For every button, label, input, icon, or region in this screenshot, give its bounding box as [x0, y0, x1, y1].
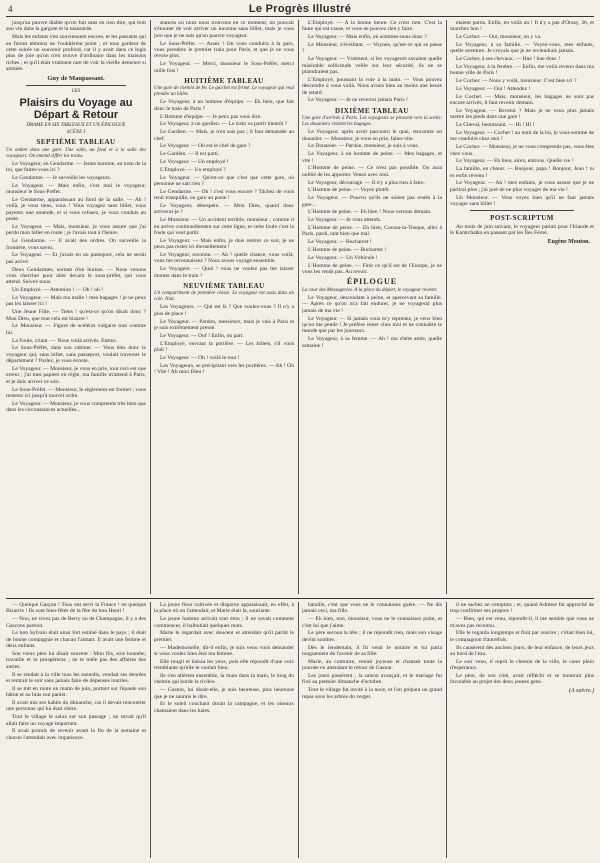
paragraph: Le Voyageur. — Oui ! Attendez ! — [456, 86, 531, 92]
paragraph: Son vieux père lui disait souvent : Mon fils, sois honnête, travaille et tu prospéreras ; ne te mêle pas des affaires des autres. — [6, 651, 146, 670]
paragraph: La famille, en chœur. — Bonjour, papa ! Bonjour, Jean ! tu es enfin revenu ! — [450, 166, 594, 179]
paragraph: Tout le village fut invité à la noce, et l'on prépara un grand repas sous les arbres du verger. — [302, 687, 442, 700]
paragraph: Il se mit en route un matin de juin, portant sur l'épaule son bâton et au bras son panier. — [6, 685, 146, 699]
column-rule — [150, 20, 151, 594]
feuilleton-section — [6, 602, 594, 858]
column-2 — [154, 20, 294, 594]
author-signature: Guy de Maupassant. — [47, 74, 105, 82]
paragraph: Le Voyageur, à la fenêtre. — Enfin, me voilà revenu dans ma bonne ville de Paris ! — [450, 64, 594, 77]
paragraph: stances où nous nous trouvons en ce moment, on pouvait s'étonner de voir arriver un inconnu sans billet, mais je vous jure que je ne suis qu'un pauvre voyageur. — [154, 20, 294, 39]
paragraph: Les Voyageurs. — Qui est là ? Que voulez-vous ? Il n'y a plus de place ! — [154, 304, 294, 317]
paragraph: Le Voyageur, découragé. — Il n'y a plus rien à faire. — [308, 179, 425, 186]
paragraph: Le père secoua la tête ; il ne répondit rien, mais son visage devint sombre. — [302, 630, 442, 643]
paragraph: Le Cocher, à ses chevaux. — Hue ! hue donc ! — [456, 56, 561, 63]
paragraph: L'Employé. — A la bonne heure. Ce n'est rien. C'est la faute qui est cause, et vous ne pouvez rien y faire. — [302, 20, 442, 33]
paragraph: Un Employé. — Attention ! — Oh ! oh ! — [12, 287, 104, 294]
paragraph: Le Voyageur. — Un employé ! — [160, 159, 229, 166]
paragraph: L'Homme d'équipe. — Je peux pas vous dire. — [160, 113, 262, 120]
paragraph: Le Voyageur, à sa famille. — Voyez-vous, mes enfants, quelle aventure. Je croyais que je ne reviendrais jamais. — [450, 42, 594, 55]
paragraph: Le Monsieur, s'éveillant. — Voyons, qu'est-ce qui se passe ? — [302, 42, 442, 55]
paragraph: Le Gendarme, apparaissant au fond de la salle. — Ah ! voilà, je vous tiens, vous ! Vous voyagez sans billet, vous payerez une amende, et si vous refusez, je vous conduis au poste. — [6, 197, 146, 223]
paragraph: Le Voyageur. — Ouf ! Enfin, on part. — [160, 332, 244, 339]
paragraph: Le père, de son côté, avait réfléchi et se montrait plus favorable au projet des deux jeunes gens. — [450, 673, 594, 686]
author-signature: Eugène Mouton. — [547, 238, 590, 245]
paragraph: Le Cocher. — Mais, monsieur, les bagages ne sont pas encore arrivés, il faut revenir demain. — [450, 93, 594, 107]
postscript-text: Au mois de juin suivant, le voyageur partait pour l'Irlande et le Kamtchatka en passant par les Îles Féroé. — [450, 223, 594, 237]
dialogue — [6, 161, 146, 414]
dialogue — [302, 295, 442, 349]
paragraph: Et le soleil couchant dorait la campagne, et les oiseaux chantaient dans les haies. — [154, 701, 294, 714]
paragraph: — Bien, qui est venu, répondit-il, il me semble que vous ne m'avez pas reconnu. — [450, 616, 594, 629]
tableau-heading: DIXIÈME TABLEAU — [335, 106, 409, 115]
column-4 — [450, 20, 594, 594]
paragraph: Elle rougit et baissa les yeux, puis elle répondit d'une voix tremblante qu'elle le voulait bien. — [154, 658, 294, 672]
paragraph: Le Gendarme. — Il avait des ordres. On surveille la frontière, vous savez. — [6, 238, 146, 251]
paragraph: Elle le regarda longtemps et finit par sourire ; c'était bien lui, le compagnon d'autrefois. — [450, 630, 594, 643]
paragraph: Le Voyageur. — Si jamais vous m'y reprenez, je veux bien qu'on me pende ! Je préfère rester chez moi et ne connaître le monde que par les journaux. — [302, 315, 442, 335]
scene-note: Une gare d'arrivée à Paris. Les voyageurs se pressent vers la sortie. Les douaniers visitent les bagages. — [302, 116, 442, 128]
paragraph: Le jeune homme arrivait tout ému ; il ne savait comment commencer, il balbutiait quelques mots. — [154, 616, 294, 629]
column-1 — [6, 20, 146, 594]
paragraph: Le bon Sylvain était ainsi fort estimé dans le pays ; il était de bonne compagnie et chacun l'aimait. Il avait une femme et deux enfants. — [6, 630, 146, 650]
dialogue — [302, 20, 442, 104]
paragraph: La Foule, criant. — Nous voilà arrivés. Entrez. — [12, 337, 118, 344]
paragraph: Le Sous-Préfet. — Monsieur, le règlement est formel ; vous resterez ici jusqu'à nouvel ordre. — [6, 386, 146, 400]
feuilleton-column-3 — [302, 602, 442, 858]
paragraph: Le Voyageur. — Monsieur, je vous comprends très bien que dans les circonstances actuelles... — [6, 400, 146, 414]
paragraph: Un Monsieur. — Vous voyez bien qu'il ne faut jamais voyager sans billet ! — [450, 194, 594, 208]
scene-note: Un ombre dans une gare. Une salle, au fond et à la salle des voyageurs. On entend siffler les trains. — [6, 147, 146, 159]
page-header — [6, 2, 594, 17]
paragraph: Le Voyageur. — Mais enfin, je dois rentrer ce soir, je ne peux pas rester ici éternellement ! — [154, 237, 294, 251]
tableau-heading: SEPTIÈME TABLEAU — [36, 138, 116, 147]
paragraph: L'Employé, ouvrant la portière. — Les billets, s'il vous plaît ! — [154, 340, 294, 354]
paragraph: Mais les enfants s'en souviennent encore, et les passants qui en furent témoins ne l'oublièrent point ; et tous gardent de cette soirée un souvenir profond, car il y avait dans ce logis plus de joie qu'on n'en trouve d'ordinaire dans les maisons riches ; et qu'il était vraiment rare de voir la vieille demeure si animée. — [6, 34, 146, 73]
paragraph: Le Sous-Préfet. — Assez ! On vous conduira à la gare, vous prendrez le premier train pour Paris, et que je ne vous revoie plus. — [154, 40, 294, 60]
column-rule — [298, 20, 299, 594]
paragraph: Marie le regardait avec douceur et attendait qu'il parlât le premier. — [154, 630, 294, 643]
paragraph: Ils causèrent des anciens jours, de leur enfance, de leurs jeux au bord de l'eau. — [450, 644, 594, 658]
paragraph: Le Voyageur. — Et j'avais eu un passeport, cela ne serait pas arrivé. — [6, 252, 146, 265]
paragraph: L'Homme de peine. — Voyez plutôt. — [308, 187, 391, 194]
tableau-heading: HUITIÈME TABLEAU — [184, 77, 264, 86]
paragraph: Le Gendarme. — Oh ! c'est vous encore ? Tâchez de vous tenir tranquille, ou gare au poste ! — [154, 188, 294, 202]
paragraph: Dès le lendemain, il fit venir le notaire et lui parla longuement de l'avenir de sa fille. — [302, 644, 442, 658]
paragraph: Le Voyageur. — Quoi ! vous ne voulez pas me laisser monter dans le train ? — [154, 266, 294, 279]
paragraph: Le Voyageur, à sa femme. — Ah ! ma chère amie, quelle semaine ! — [302, 336, 442, 349]
paragraph: Le Voyageur. — Cocher ! au nom de la loi, je vous somme de me conduire chez moi ! — [450, 130, 594, 143]
paragraph: Le soir venu, il reprit le chemin de la ville, le cœur plein d'espérance. — [450, 658, 594, 672]
paragraph: Le Voyageur. — Où est le chef de gare ? — [160, 143, 251, 150]
paragraph: Il avait mis ses habits du dimanche, car il devait rencontrer une personne qui lui était chère. — [6, 700, 146, 713]
paragraph: Le Gardien. — Il est parti. — [160, 151, 220, 158]
paragraph: Le Voyageur, à un homme d'équipe. — Eh bien, que fait donc le train de Paris ? — [154, 99, 294, 112]
title-small: LES — [71, 89, 81, 95]
paragraph: — Non, ne vivez pas de Berry ou de Champagne, il y a des Gascons partout. — [6, 616, 146, 629]
paragraph: Marie, au contraire, restait joyeuse et chantait toute la journée en attendant le retour de Gaston. — [302, 658, 442, 672]
paragraph: Le Voyageur. — Pardon, messieurs, mais je vais à Paris et je suis extrêmement pressé. — [154, 318, 294, 332]
page-number: 4 — [8, 4, 13, 14]
paragraph: L'Homme de peine. — Eh bien ! Nous verrons demain. — [308, 209, 432, 216]
divider-rule — [470, 210, 574, 211]
upper-section — [6, 20, 594, 594]
paragraph: jusqu'au pauvre diable qu'on fuit sans en rien dire, qui boit son vin dans la gargote et la mansarde. — [6, 20, 146, 33]
paragraph: Le Voyageur, descendant à peine, et apercevant sa famille. — Après ce qu'on m'a fait endurer, je ne voyagerai plus jamais de ma vie ! — [302, 295, 442, 314]
paragraph: Le Voyageur. — Merci, monsieur le Sous-Préfet, merci mille fois ! — [154, 61, 294, 74]
paragraph: Le Gardien. — Mais, je n'en sais pas ; il faut demander au chef. — [154, 129, 294, 142]
paragraph: Il se rendait à la ville tous les samedis, vendait ses denrées et rentrait le soir sans jamais faire de dépenses inutiles. — [6, 671, 146, 685]
paragraph: Le Voyageur, à un gardien. — Le train va partir bientôt ? — [160, 121, 288, 128]
feuilleton-text — [450, 602, 594, 686]
scene-note: La cour des Messageries. A la place du départ, le voyageur revient. — [302, 287, 438, 293]
story-subtitle: DRAME EN SIX TABLEAUX ET UN ÉPILOGUE — [26, 122, 126, 128]
feuilleton-column-1 — [6, 602, 146, 858]
paragraph: Le Voyageur. — Revenir ? Mais je ne veux plus jamais mettre les pieds dans une gare ! — [450, 108, 594, 121]
paragraph: — Eh bien, non, monsieur, vous ne le connaissez point, et c'est lui que j'aime. — [302, 616, 442, 629]
paragraph: Le Voyageur. — Qu'est-ce que c'est que cette gare, où personne ne sait rien ? — [154, 174, 294, 188]
paragraph: Le Cocher. — Oui, monsieur, on y va. — [456, 34, 542, 41]
paragraph: Tout le village le salua sur son passage ; on savait qu'il allait faire un voyage important. — [6, 714, 146, 727]
paragraph: Les Voyageurs, se précipitant vers les portières. — Ah ! Oh ! Vite ! Ah mon Dieu ! — [154, 362, 294, 376]
column-3 — [302, 20, 442, 594]
paragraph: — Gaston, lui disait-elle, je suis heureuse, plus heureuse que je ne saurais le dire. — [154, 687, 294, 700]
section-divider — [6, 598, 594, 599]
top-paras — [6, 20, 146, 73]
dialogue — [154, 304, 294, 375]
paragraph: bataille, c'est que vous ne le connaissez guère. — Ne dis jamais ceci, ma fille. — [302, 602, 442, 615]
paragraph: Le Voyageur. — Mais ma malle ! mes bagages ! je ne peux pas les laisser ici ! — [6, 295, 146, 308]
paragraph: Les jours passèrent ; la saison avançait, et le mariage fut fixé au premier dimanche d'octobre. — [302, 673, 442, 686]
divider-rule — [26, 85, 126, 86]
paragraph: L'Homme de peine. — Bucharest ! — [308, 247, 387, 254]
paragraph: Le Voyageur, à un homme de peine. — Mes bagages, et vite ! — [302, 151, 442, 164]
dialogue — [450, 166, 594, 207]
scene-note: Un compartiment de première classe. Le voyageur est assis dans un coin. Nuit. — [154, 291, 294, 303]
dialogue — [154, 99, 294, 279]
dialogue — [450, 20, 594, 165]
paragraph: L'Employé. — Un employé ? — [160, 166, 226, 173]
dialogue — [154, 20, 294, 74]
column-rule — [150, 602, 151, 858]
paragraph: Le Voyageur. — Vraiment, si les voyageurs savaient quelle misérable sollicitude veille sur leur sécurité, ils ne se plaindraient pas. — [302, 56, 442, 76]
paragraph: Ils s'en allèrent ensemble, la main dans la main, le long du chemin qui borde la rivière. — [154, 673, 294, 686]
paragraph: L'Homme de peine. — Eh bien, Corsou-la-Tosque, aller à Paris, pardi, tant bien que mal. — [302, 225, 442, 238]
paragraph: Le Monsieur. — Un accident terrible, monsieur ; comme il en arrive continuellement sur cette ligne, et cette foule c'est la foule qui veut partir. — [154, 217, 294, 237]
column-rule — [298, 602, 299, 858]
paragraph: Le Gendarme. — Je surveille les voyageurs. — [12, 175, 112, 182]
masthead: Le Progrès Illustré — [248, 3, 352, 15]
paragraph: Le Voyageur. — Pourvu qu'ils ne soient pas restés à la gare... — [302, 195, 442, 208]
feuilleton-column-2 — [154, 602, 294, 858]
paragraph: Il avait promis de revenir avant la fin de la semaine et chacun l'attendait avec impatience. — [6, 728, 146, 741]
paragraph: Le Voyageur. — Eh bien, alors, entrons. Quelle vie ! — [456, 158, 574, 165]
paragraph: Le Douanier. — Pardon, monsieur, je suis à vous. — [308, 143, 420, 150]
paragraph: Le Voyageur. — Monsieur, je vous en prie, tout ceci est une erreur ; j'ai mes papiers en règle, ma famille m'attend à Paris, et je dois arriver ce soir. — [6, 366, 146, 385]
paragraph: Le Voyageur. — Mais enfin, c'est moi le voyageur, monsieur le Sous-Préfet. — [6, 182, 146, 196]
feuilleton-column-4 — [450, 602, 594, 858]
paragraph: Le Voyageur, désespéré. — Mon Dieu, quand donc arriverai-je ? — [154, 203, 294, 216]
paragraph: Le Voyageur. — Bucharest ! — [308, 239, 372, 246]
column-rule — [446, 602, 447, 858]
story-subtitle-2: SCÈNE I — [66, 129, 86, 135]
paragraph: Le Monsieur. — Figure de scélérat vulgaire tout comme lui. — [6, 323, 146, 336]
paragraph: Le Voyageur, reconnu. — Ah ! quelle chance, vous voilà, vous me reconnaissez ? Nous avons voyagé ensemble. — [154, 252, 294, 265]
paragraph: L'Employé, poussant la voie à la main. — Vous pouvez descendre à vous voilà. Nous avons bien au moins une heure de retard. — [302, 76, 442, 96]
paragraph: Le Voyageur. — Ah ! mes enfants, je vous assure que je ne partirai plus ; j'ai juré de ne plus voyager de ma vie ! — [450, 180, 594, 193]
paragraph: Le Voyageur, après avoir parcouru le quai, rencontre un douanier. — Monsieur, je vous en prie, faites vite. — [302, 129, 442, 142]
paragraph: Le Voyageur. — Mais enfin, où sommes-nous donc ? — [308, 34, 427, 41]
paragraph: Le Voyageur. — Un Véhicule ! — [308, 254, 378, 261]
paragraph: Le Voyageur. — Je vous attends. — [308, 217, 382, 224]
paragraph: Le Voyageur. — Mais, monsieur, je vous assure que j'ai perdu mon billet en route ; je l'avais tout à l'heure. — [6, 224, 146, 237]
postscript-heading: POST-SCRIPTUM — [490, 214, 554, 223]
to-be-continued: (A suivre.) — [569, 687, 594, 694]
paragraph: La jeune fleur cultivée et disparue apparaissait, en effet, à la place où on l'attendait, et Marie était là, souriante. — [154, 602, 294, 615]
scene-note: Une gare de chemin de fer. Le guichet est fermé. Le voyageur qui veut prendre un billet. — [154, 86, 294, 98]
paragraph: L'Homme de peine. — Finir ce qu'il est de l'Europe, je ne vous les rends pas. Au revoir. — [302, 262, 442, 276]
paragraph: étaient partis. Enfin, en voilà un ! Il n'y a pas d'Orsay, 36, et marchez bon ! — [450, 20, 594, 33]
paragraph: L'Homme de peine. — Ce n'est pas possible. On aura oublié de les apporter. Venez avec moi. — [302, 165, 442, 178]
paragraph: Le Cocher. — Monsieur, je ne vous comprends pas, vous êtes chez vous. — [450, 144, 594, 157]
paragraph: — Quelque Garçon ! Tous ont servi la France ! en quelque Bizarrie ! Ils sont bien-fêtés de la fête du bon Henri ! — [6, 602, 146, 615]
paragraph: Une Jeune Fille. — Tiens ! qu'est-ce qu'on disait donc ? Mon Dieu, que tout cela est bizarre ! — [6, 309, 146, 322]
story-title: Plaisirs du Voyage au Départ & Retour — [19, 96, 133, 121]
paragraph: Le Sous-Préfet, dans son cabinet. — Vous êtes donc le voyageur qui, sans billet, sans passeport, voulait traverser le département ? Parlez, je vous écoute. — [6, 345, 146, 365]
paragraph: — Mademoiselle, dit-il enfin, je suis venu vous demander si vous voulez bien être ma femme. — [154, 644, 294, 658]
paragraph: Deux Gendarmes, sortant d'un bureau. — Nous venons vous chercher pour aller devant le sous-préfet, qui vous attend. Suivez-nous. — [6, 266, 146, 286]
column-rule — [446, 20, 447, 594]
paragraph: Le Voyageur. — Oh ! voilà le tour ! — [160, 354, 240, 361]
paragraph: il ne sachez ne comptiez ; et, quand Adresse fut approché de trop confirmer ses propres ! — [450, 602, 594, 615]
paragraph: Le Cheval, hennissant. — Hi ! Hi ! — [456, 122, 535, 129]
paragraph: Le Voyageur, en Gendarme. — Jeune homme, au nom de la loi, que faites-vous ici ? — [6, 160, 146, 174]
epilogue-heading: ÉPILOGUE — [346, 277, 398, 287]
dialogue — [302, 129, 442, 275]
paragraph: Le Voyageur. — Je ne reverrai jamais Paris ! — [308, 97, 408, 104]
tableau-heading: NEUVIÈME TABLEAU — [183, 282, 265, 291]
paragraph: Le Cocher. — Nous y voilà, monsieur. C'est bien ici ? — [456, 78, 577, 85]
